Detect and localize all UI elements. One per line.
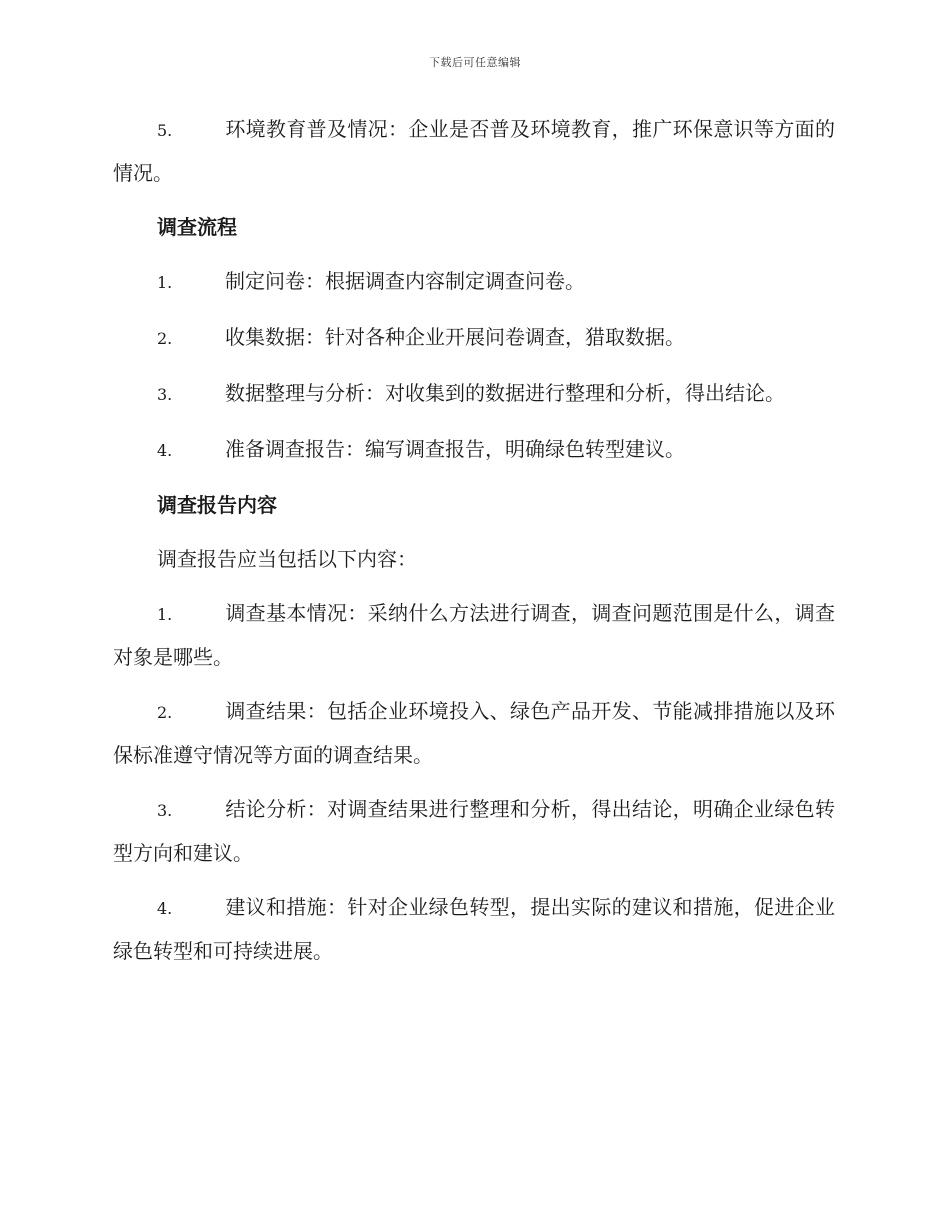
list-item-text: 制定问卷：根据调查内容制定调查问卷。 [225,269,585,293]
list-item-text: 环境教育普及情况：企业是否普及环境教育，推广环保意识等方面的情况。 [113,117,835,185]
list-item [113,690,835,776]
list-item [113,372,835,416]
list-item-text: 调查基本情况：采纳什么方法进行调查，调查问题范围是什么，调查对象是哪些。 [113,601,835,669]
list-item-text: 建议和措施：针对企业绿色转型，提出实际的建议和措施，促进企业绿色转型和可持续进展。 [113,895,835,963]
list-item-number: 5. [157,121,173,140]
list-item-number: 4. [157,441,173,460]
list-item-number: 3. [157,385,173,404]
list-item [113,316,835,360]
list-item-text: 数据整理与分析：对收集到的数据进行整理和分析，得出结论。 [225,381,785,405]
page-header: 下载后可任意编辑 [429,56,521,69]
list-item-number: 1. [157,605,173,624]
list-item-text: 收集数据：针对各种企业开展问卷调查，猎取数据。 [225,325,685,349]
list-item-number: 2. [157,329,173,348]
list-item-number: 4. [157,899,173,918]
list-item [113,886,835,972]
list-item [113,108,835,194]
list-item [113,260,835,304]
list-item [113,428,835,472]
list-item-text: 调查结果：包括企业环境投入、绿色产品开发、节能减排措施以及环保标准遵守情况等方面的调查结果。 [113,699,835,767]
list-item [113,788,835,874]
section-heading-report: 调查报告内容 [157,493,277,517]
list-item-text: 结论分析：对调查结果进行整理和分析，得出结论，明确企业绿色转型方向和建议。 [113,797,835,865]
document-body [113,108,835,984]
list-item [113,592,835,678]
list-item-number: 1. [157,273,173,292]
section-intro: 调查报告应当包括以下内容： [157,547,417,571]
list-item-text: 准备调查报告：编写调查报告，明确绿色转型建议。 [225,437,685,461]
list-item-number: 3. [157,801,173,820]
list-item-number: 2. [157,703,173,722]
section-heading-process: 调查流程 [157,215,237,239]
